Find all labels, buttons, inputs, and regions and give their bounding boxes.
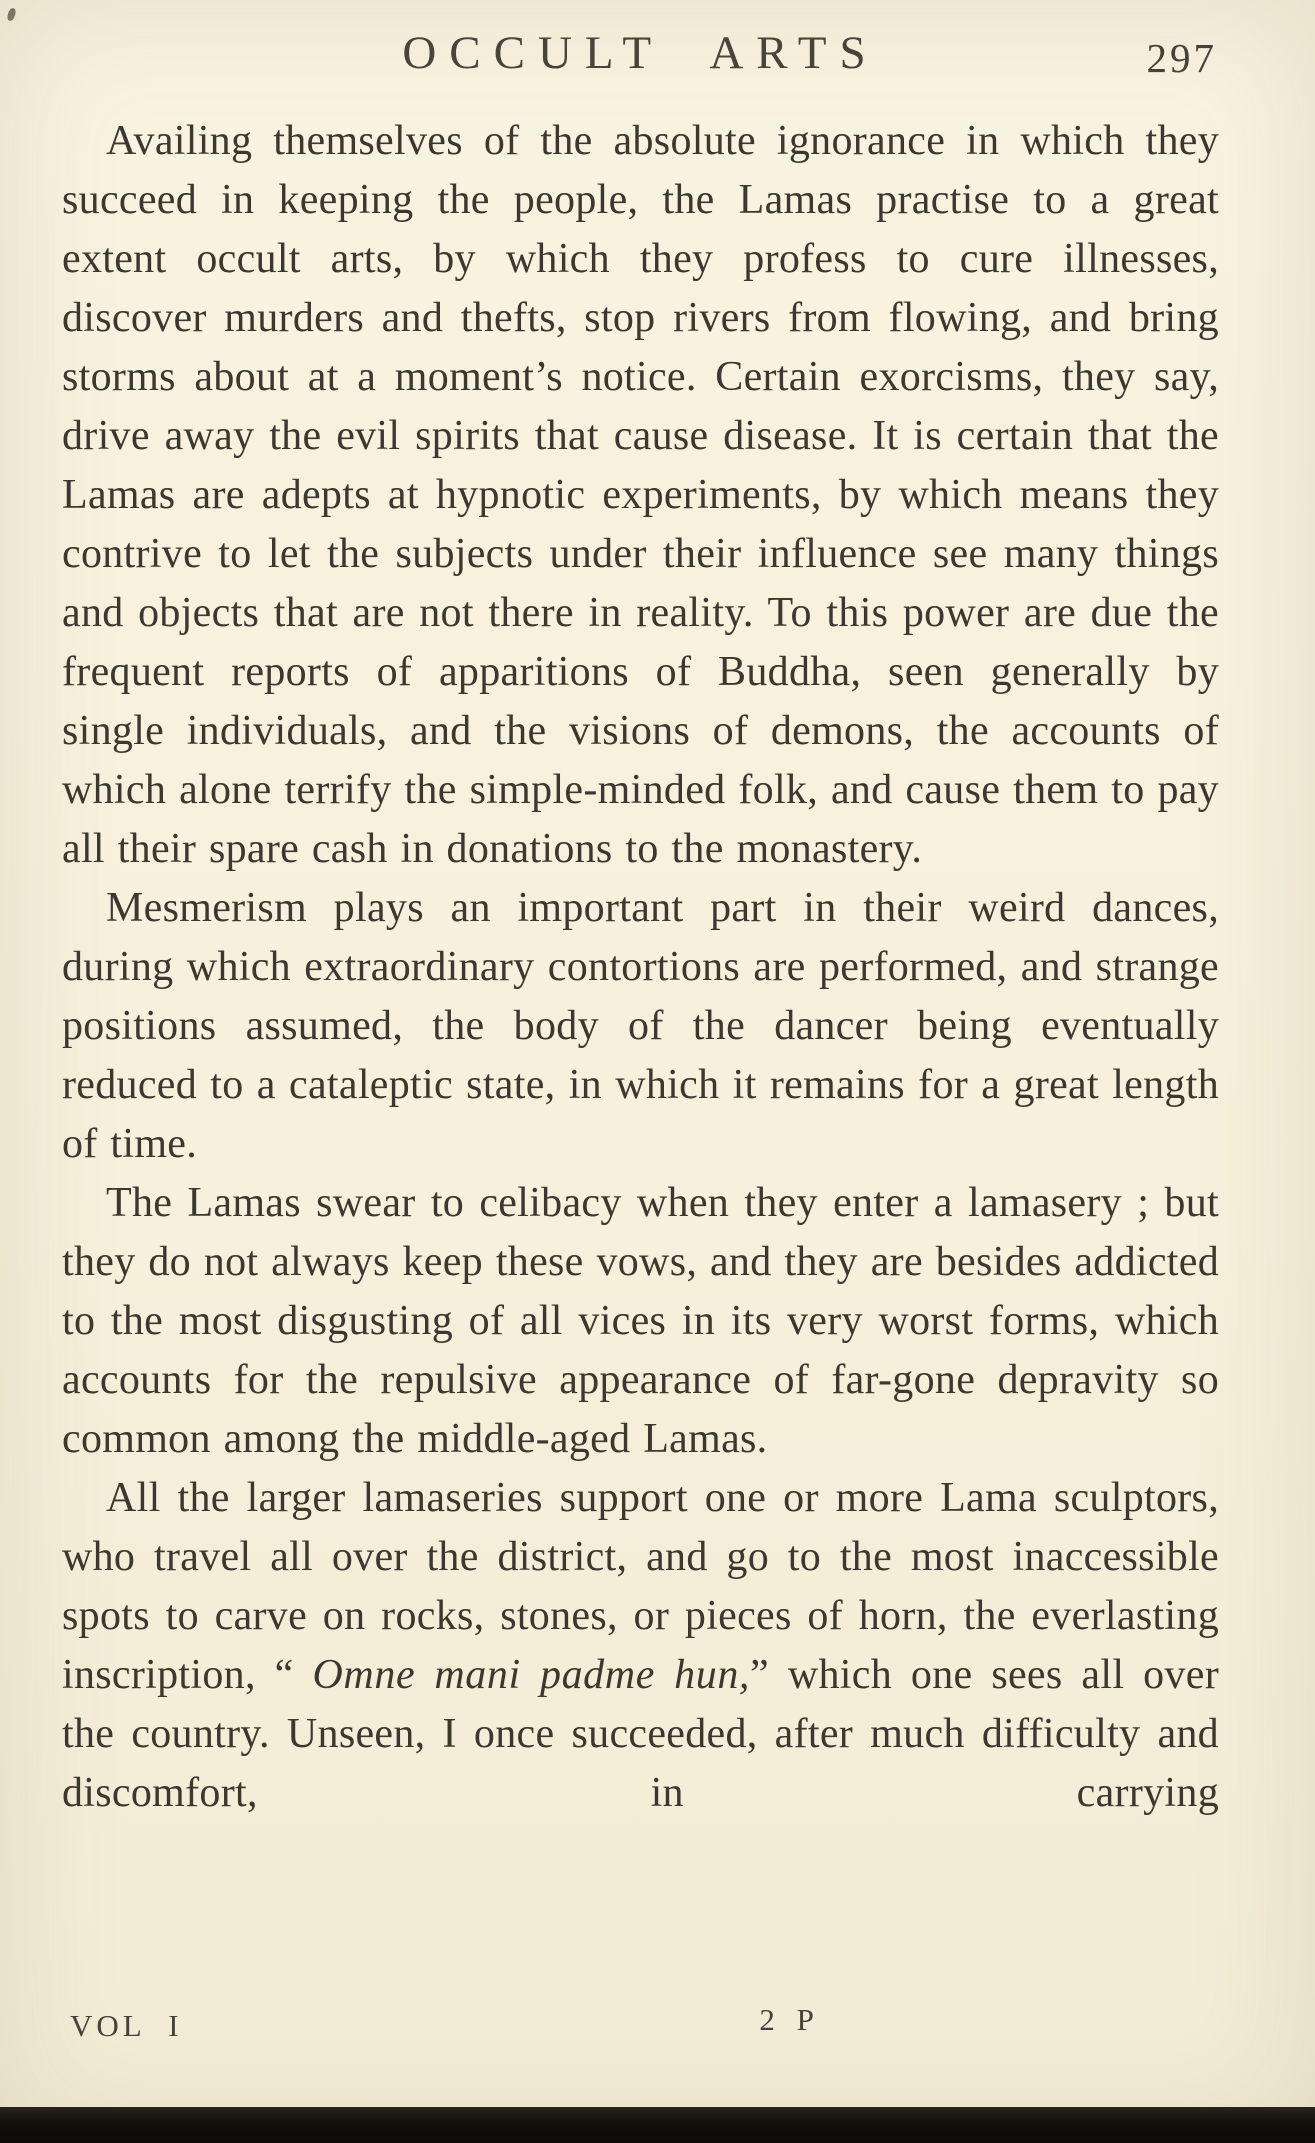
paragraph-celibacy: The Lamas swear to celibacy when they enter a lamasery ; but they do not always keep these vows, and they are besides addicted to the most disgusting of all vices in its very worst forms, which accounts for the repulsive appearance of far-gone depravity so common among the middle-aged Lamas. — [62, 1180, 1219, 1462]
paragraph-text-pre: All the larger lamaseries support one or more Lama sculptors, who travel all over the district, and go to the most inaccessible spots to carve on rocks, stones, or pieces of horn, the everlasting inscription, “ — [62, 1475, 1219, 1698]
paragraph-mesmerism: Mesmerism plays an important part in their weird dances, during which extraordinary contortions are performed, and strange positions assumed, the body of the dancer being eventually reduced to a cataleptic state, in which it remains for a great length of time. — [62, 885, 1219, 1167]
volume-label: VOL I — [70, 2008, 183, 2043]
running-title: OCCULT ARTS — [402, 27, 879, 79]
paragraph-occult-arts: Availing themselves of the absolute ignorance in which they succeed in keeping the people, the Lamas practise to a great extent occult arts, by which they profess to cure illnesses, discover murders and thefts, stop rivers from flowing, and bring storms about at a moment’s notice. Certain exorcisms, they say, drive away the evil spirits that cause disease. It is certain that the Lamas are adepts at hypnotic experiments, by which means they contrive to let the subjects under their influence see many things and objects that are not there in reality. To this power are due the frequent reports of apparitions of Buddha, seen generally by single individuals, and the visions of demons, the accounts of which alone terrify the simple-minded folk, and cause them to pay all their spare cash in donations to the monastery. — [62, 118, 1219, 872]
page-number: 297 — [1146, 35, 1217, 81]
page-footer — [70, 2002, 1219, 2048]
scan-edge-strip — [0, 2107, 1315, 2143]
paragraph-text-post: ” which one sees all over the country. Unseen, I once succeeded, after much difficulty and discomfort, in carrying — [62, 1652, 1220, 1816]
latin-inscription-phrase: Omne mani padme hun, — [312, 1652, 751, 1698]
scan-blemish — [6, 7, 17, 22]
page-header — [62, 26, 1219, 92]
page-body — [62, 112, 1219, 1823]
printer-signature-mark: 2 P — [759, 2002, 821, 2037]
paragraph-sculptors — [62, 1469, 1219, 1823]
